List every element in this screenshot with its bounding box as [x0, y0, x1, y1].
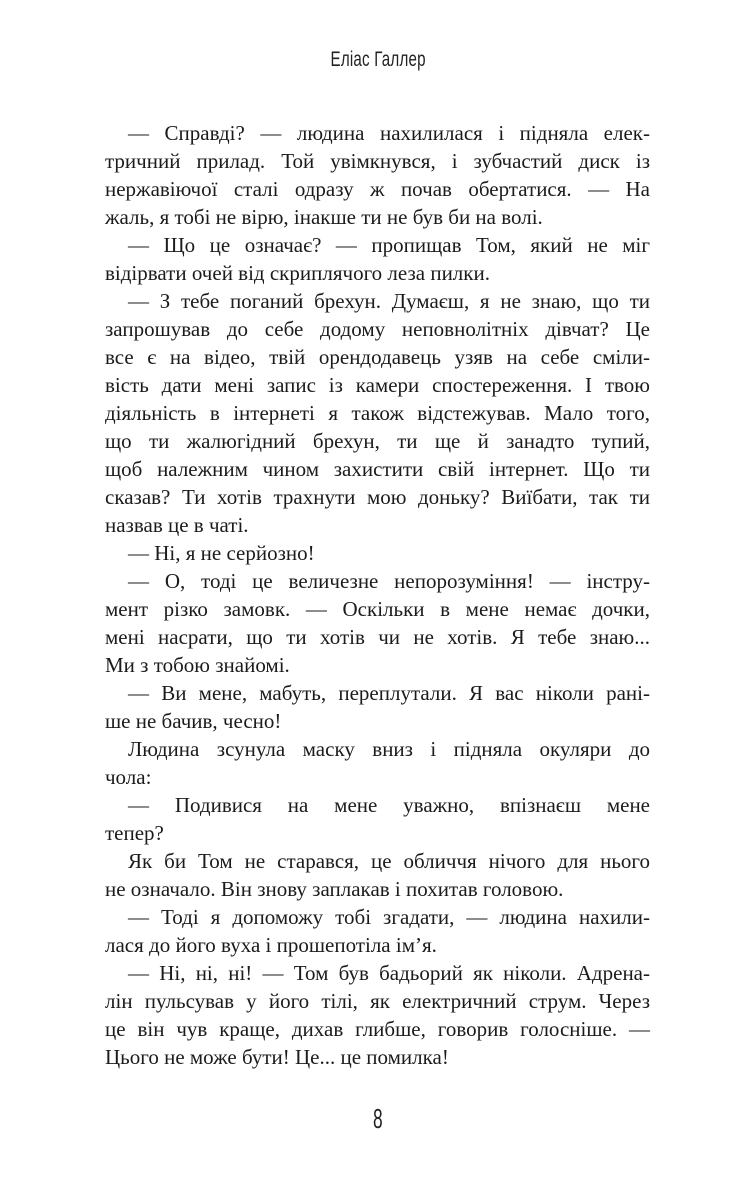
text-line: чола: — [105, 765, 152, 789]
text-line: — Подивися на мене уважно, впізнаєш мене — [128, 793, 650, 817]
paragraph — [105, 287, 650, 539]
running-header — [0, 48, 756, 72]
text-line: Як би Том не старався, це обличчя нічого для нього — [128, 849, 650, 873]
paragraph — [105, 539, 650, 567]
text-line: назвав це в чаті. — [105, 513, 249, 537]
text-line: — Справді? — людина нахилилася і підняла елек- — [128, 121, 650, 145]
text-line: лін пульсував у його тілі, як електричний струм. Через — [105, 989, 650, 1013]
text-line: мент різко замовк. — Оскільки в мене немає дочки, — [105, 597, 650, 621]
text-line: тричний прилад. Той увімкнувся, і зубчастий диск із — [105, 149, 650, 173]
paragraph — [105, 847, 650, 903]
text-line: сказав? Ти хотів трахнути мою доньку? Виїбати, так ти — [105, 485, 650, 509]
text-line: діяльність в інтернеті я також відстежував. Мало того, — [105, 401, 650, 425]
text-line: все є на відео, твій орендодавець узяв на себе сміли- — [105, 345, 650, 369]
text-line: щоб належним чином захистити свій інтернет. Що ти — [105, 457, 650, 481]
text-line: — Ні, я не серйозно! — [128, 541, 315, 565]
text-line: — З тебе поганий брехун. Думаєш, я не знаю, що ти — [128, 289, 650, 313]
paragraph — [105, 959, 650, 1071]
text-line: ше не бачив, чесно! — [105, 709, 282, 733]
page-number: 8 — [373, 1103, 383, 1134]
text-line: вість дати мені запис із камери спостереження. І твою — [105, 373, 650, 397]
text-line: це він чув краще, дихав глибше, говорив голосніше. — — [105, 1017, 650, 1041]
text-line: запрошував до себе додому неповнолітніх дівчат? Це — [105, 317, 650, 341]
text-line: що ти жалюгідний брехун, ти ще й занадто тупий, — [105, 429, 650, 453]
text-line: нержавіючої сталі одразу ж почав обертатися. — На — [105, 177, 650, 201]
text-line: Цього не може бути! Це... це помилка! — [105, 1045, 449, 1069]
paragraph — [105, 791, 650, 847]
text-block — [105, 119, 650, 1071]
text-line: Ми з тобою знайомі. — [105, 653, 290, 677]
paragraph — [105, 231, 650, 287]
author-name: Еліас Галлер — [330, 48, 426, 71]
text-line: мені насрати, що ти хотів чи не хотів. Я тебе знаю... — [105, 625, 650, 649]
page-footer — [0, 1104, 756, 1134]
paragraph — [105, 119, 650, 231]
text-line: Людина зсунула маску вниз і підняла окуляри до — [128, 737, 650, 761]
text-line: — О, тоді це величезне непорозуміння! — інстру- — [128, 569, 650, 593]
text-line: лася до його вуха і прошепотіла ім’я. — [105, 933, 437, 957]
text-line: — Ви мене, мабуть, переплутали. Я вас ніколи рані- — [128, 681, 650, 705]
text-line: — Ні, ні, ні! — Том був бадьорий як ніколи. Адрена- — [128, 961, 650, 985]
text-line: тепер? — [105, 821, 164, 845]
text-line: — Що це означає? — пропищав Том, який не міг — [128, 233, 650, 257]
paragraph — [105, 903, 650, 959]
text-line: жаль, я тобі не вірю, інакше ти не був би на волі. — [105, 205, 543, 229]
text-line: — Тоді я допоможу тобі згадати, — людина нахили- — [128, 905, 650, 929]
paragraph — [105, 679, 650, 735]
text-line: відірвати очей від скриплячого леза пилки. — [105, 261, 490, 285]
paragraph — [105, 735, 650, 791]
text-line: не означало. Він знову заплакав і похитав головою. — [105, 877, 564, 901]
paragraph — [105, 567, 650, 679]
